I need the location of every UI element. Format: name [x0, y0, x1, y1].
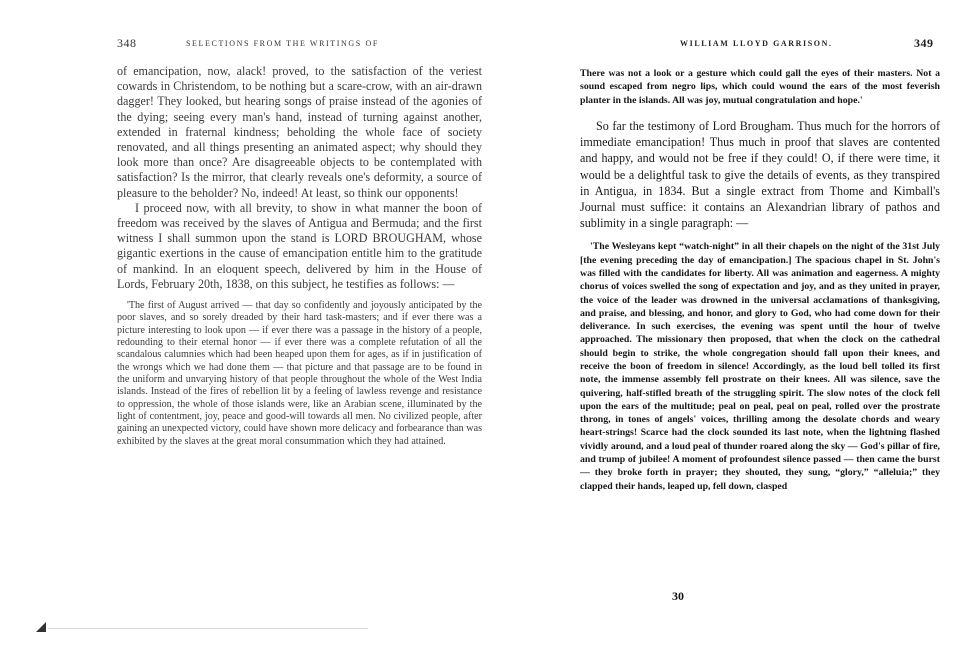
- left-paragraph-1: of emancipation, now, alack! proved, to the satisfaction of the veriest cowards in Christendom, to be nothing but a scare-crow, with an air-drawn dagger! They looked, but hearing songs of praise instead of the agonies of the dying; seeing every man's hand, instead of turning against another, extended in fraternal kindness; beholding the whole face of society renovated, and all things presenting an animated aspect; why should they look more than once? Are disagreeable objects to be contemplated with satisfaction? Is the mirror, that clearly reveals one's deformity, a source of pleasure to the beholder? No, indeed! At least, so think our opponents!: [117, 64, 482, 200]
- right-page: [500, 0, 980, 671]
- left-page-number: 348: [117, 36, 137, 50]
- brougham-quote: 'The first of August arrived — that day so confidently and joyously anticipated by the poor slaves, and so sorely dreaded by their hard task-masters; and if ever there was a picture interesting to look upon — if ever there was a passage in the history of a people, redounding to their eternal honor — if ever there was a complete refutation of all the scandalous calumnies which had been heaped upon them for ages, as if in justification of the wrongs which we had done them — that picture and that passage are to be found in the uniform and unvarying history of that people throughout the whole of the West India islands. Instead of the fires of rebellion lit by a feeling of lawless revenge and resistance to oppression, the whole of those islands were, like an Arabian scene, illuminated by the light of contentment, joy, peace and good-will towards all men. No civilized people, after gaining an unexpected victory, could have shown more delicacy and forbearance than was exhibited by the slaves at the great moral consummation which they had attained.: [117, 300, 482, 447]
- signature-mark: 30: [672, 589, 684, 603]
- scan-artifact-line: [48, 628, 368, 629]
- left-paragraph-2: I proceed now, with all brevity, to show in what manner the boon of freedom was received by the slaves of Antigua and Bermuda; and the first witness I shall summon upon the stand is LORD BROUGHAM, whose gigantic exertions in the cause of emancipation entitle him to the gratitude of mankind. In an eloquent speech, delivered by him in the House of Lords, February 20th, 1838, on this subject, he testifies as follows: —: [117, 200, 482, 291]
- journal-quote: 'The Wesleyans kept “watch-night” in all their chapels on the night of the 31st July [the evening preceding the day of emancipation.] The spacious chapel in St. John's was filled with the candidates for liberty. All was animation and eagerness. A mighty chorus of voices swelled the song of expectation and joy, and as they united in prayer, the voice of the leader was drowned in the universal acclamations of thanksgiving, and praise, and blessing, and honor, and glory to God, who had come down for their deliverance. In such exercises, the evening was spent until the hour of twelve approached. The missionary then proposed, that when the clock on the cathedral should begin to strike, the whole congregation should fall upon their knees, and receive the boon of freedom in silence! Accordingly, as the loud bell tolled its first note, the immense assembly fell prostrate on their knees. All was silence, save the quivering, half-stifled breath of the struggling spirit. The slow notes of the clock fell upon the ears of the multitude; peal on peal, peal on peal, rolled over the prostrate throng, in tones of angels' voices, thrilling among the desolate chords and weary heart-strings! Scarce had the clock sounded its last note, when the lightning flashed vividly around, and a loud peal of thunder roared along the sky — God's pillar of fire, and trump of jubilee! A moment of profoundest silence passed — then came the burst — they broke forth in prayer; they shouted, they sung, “glory,” “alleluia;” they clapped their hands, leaped up, fell down, clasped: [580, 241, 940, 492]
- right-page-number: 349: [914, 36, 934, 50]
- corner-mark-icon: [36, 622, 46, 632]
- right-page-body: [580, 67, 940, 493]
- quote-continued: There was not a look or a gesture which could gall the eyes of their masters. Not a sound escaped from negro lips, which could wound the ears of the most feverish planter in the islands. All was joy, mutual congratulation and hope.': [580, 68, 940, 106]
- left-page-body: [117, 64, 482, 448]
- left-running-head: SELECTIONS FROM THE WRITINGS OF: [186, 39, 379, 48]
- right-running-head: WILLIAM LLOYD GARRISON.: [680, 39, 833, 48]
- right-body-paragraph: So far the testimony of Lord Brougham. Thus much for the horrors of immediate emancipation! Thus much in proof that slaves are contented and happy, and would not be free if they could! O, if there were time, it would be a delightful task to give the details of events, as they transpired in Antigua, in 1834. But a single extract from Thome and Kimball's Journal must suffice: it contains an Alexandrian library of pathos and sublimity in a single paragraph: —: [580, 118, 940, 231]
